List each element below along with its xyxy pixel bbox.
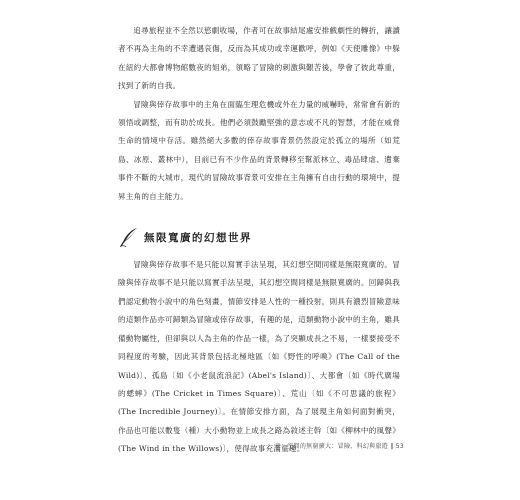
running-footer: 章：空間的無窮擴大：冒險、科幻與旅遊 ‖ 53 <box>274 443 404 450</box>
section-title: 無限寬廣的幻想世界 <box>144 231 252 244</box>
paragraph-quest-ending: 追尋旅程並不全然以慾劇收場，作者可在故事結尾處安排戲劇性的轉折，讓讀者不再為主角的不幸遭遇哀傷，反而為其成功或幸運歡呼，例如《天使雕像》中躲在紐約大都會博物館數夜的姐弟，領略了冒險的刺激與艱苦後，學會了彼此尊重，找到了新的自我。 <box>118 26 400 91</box>
page-content <box>118 22 400 459</box>
paragraph-survival-growth: 冒險與倖存故事中的主角在面臨生理危機或外在力量的威嚇時，常常會有新的領悟或調整，而有助於成長。他們必須鼓勵堅強的意志或不凡的智慧，才能在威脅生命的情境中存活。雖然絕大多數的倖存故事背景仍然設定於孤立的場所（如荒島、冰原、叢林中），目前已有不少作品的背景轉移至幫派林立、毒品肆虐、遺棄事件不斷的大城市，現代的冒險故事背景可安排在主角擁有自由行動的環境中，提昇主角的自主能力。 <box>118 99 400 201</box>
quill-pen-icon <box>118 226 140 248</box>
section-heading <box>118 226 400 248</box>
paragraph-fantasy-world: 冒險與倖存故事不是只能以寫實手法呈現，其幻想空間同樣是無限寬廣的。冒險與倖存故事不是只能以寫實手法呈現，其幻想空間同樣是無限寬廣的。回歸與我們認定動物小說中的角色刻畫，情節安排是人性的一種投射，則具有濃烈冒險意味的這類作品亦可歸類為冒險或倖存故事，有趣的是，這類動物小說中的主角，雖具備動物屬性，但卻與以人為主角的作品一樣，為了突顯成長之不易，一樣要接受不同程度的考驗，因此其背景包括北極地區〔如《野性的呼喚》(The Call of the Wild)〕、孤島〔如《小老鼠流浪記》(Abel's Island)〕、大都會〔如《時代廣場的蟋蟀》(The Cricket in Times Square)〕、荒山〔如《不可思議的旅程》(The Incredible Journey)〕。在情節安排方面，為了展現主角如何面對衝突，作品也可能以數隻（種）大小動物並上成長之路為敘述主幹〔如《柳林中的風聲》(The Wind in the Willows)〕，使得故事充滿童趣。 <box>118 260 400 454</box>
